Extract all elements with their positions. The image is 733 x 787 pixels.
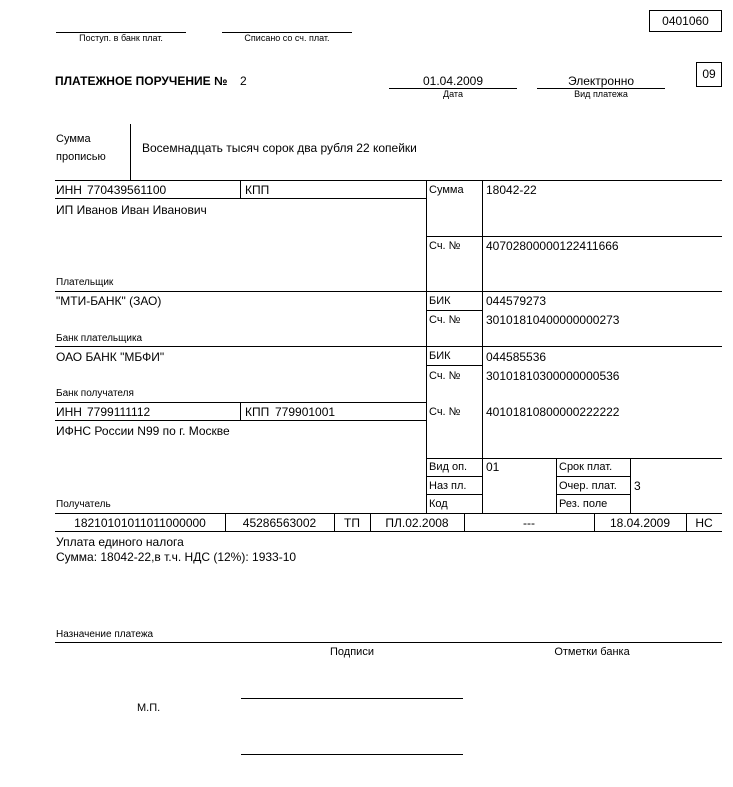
payer-account: 40702800000122411666 [486,239,619,253]
op-term-label: Срок плат. [559,461,613,473]
payee-bank-name: ОАО БАНК "МБФИ" [56,350,165,364]
payer-kpp-label: КПП [245,183,270,197]
payee-kpp-label: КПП [245,405,270,419]
payer-name: ИП Иванов Иван Иванович [56,203,207,217]
bank-marks-label: Отметки банка [554,646,630,658]
payer-bottom-line [55,291,722,292]
document-date: 01.04.2009 [422,74,484,88]
op-priority-label: Очер. плат. [559,480,617,492]
payer-bank-bottom-line [55,346,722,347]
purpose-bottom-line [55,642,722,643]
purpose-line-2: Сумма: 18042-22,в т.ч. НДС (12%): 1933-10 [56,550,297,564]
payer-account-label: Сч. № [429,240,461,252]
op-code-label: Код [429,498,448,510]
payer-bank-section-label: Банк плательщика [56,333,143,344]
op-purpose-label: Наз пл. [429,480,467,492]
payee-kpp: 779901001 [275,405,336,419]
payer-bank-bik: 044579273 [486,294,547,308]
payer-inn: 770439561100 [87,183,167,197]
payer-bank-account-label: Сч. № [429,314,461,326]
amount-words-label-2: прописью [56,151,106,163]
payer-bank-bik-line [426,310,482,311]
payer-sum-label: Сумма [429,184,464,196]
payer-section-label: Плательщик [56,277,114,288]
received-label: Поступ. в банк плат. [79,33,163,43]
signatures-label: Подписи [330,646,374,658]
payee-inn-kpp-divider [240,402,241,420]
payer-inn-line [55,198,426,199]
amount-words-label-1: Сумма [56,133,91,145]
signature-line-2 [241,754,463,755]
payee-account-label: Сч. № [429,406,461,418]
payee-inn: 7799111112 [87,405,151,419]
payee-inn-label: ИНН [56,405,82,419]
payee-bank-bik-line [426,365,482,366]
status-code: 09 [702,67,716,81]
form-code: 0401060 [662,14,709,28]
payee-section-label: Получатель [56,499,111,510]
op-line-3-left [426,494,482,495]
payment-type: Электронно [567,74,635,88]
payee-bank-bik-label: БИК [429,350,451,362]
document-number: 2 [240,74,247,88]
op-type: 01 [486,460,500,474]
tax-kbk: 18210101011011000000 [74,516,206,530]
table-top-line [55,180,722,181]
payer-bank-bik-label: БИК [429,295,451,307]
date-label: Дата [443,89,463,99]
payer-inn-label: ИНН [56,183,82,197]
amount-words-value: Восемнадцать тысяч сорок два рубля 22 копейки [142,141,417,155]
op-line-2-left [426,476,482,477]
document-title: ПЛАТЕЖНОЕ ПОРУЧЕНИЕ № [55,74,228,88]
purpose-line-1: Уплата единого налога [56,535,184,549]
tax-row-bottom-line [55,531,722,532]
payee-bank-account: 30101810300000000536 [486,369,620,383]
tax-period: ПЛ.02.2008 [385,516,449,530]
tax-okato: 45286563002 [242,516,317,530]
tax-basis: ТП [344,516,360,530]
tax-doc-number: --- [523,516,535,530]
tax-type: НС [695,516,713,530]
op-priority: 3 [634,479,641,493]
payee-inn-line [55,420,426,421]
op-reserve-label: Рез. поле [559,498,608,510]
op-top-line [426,458,722,459]
signature-line-1 [241,698,463,699]
payee-name: ИФНС России N99 по г. Москве [56,424,230,438]
op-type-label: Вид оп. [429,461,468,473]
payment-type-label: Вид платежа [574,89,628,99]
payer-bank-name: "МТИ-БАНК" (ЗАО) [56,294,162,308]
amount-words-divider [130,124,131,180]
op-divider-priority [630,458,631,513]
op-line-3-right [556,494,630,495]
tax-row-top-line [55,513,722,514]
debited-label: Списано со сч. плат. [244,33,330,43]
op-divider-term [556,458,557,513]
stamp-label: М.П. [137,702,161,714]
payer-sum: 18042-22 [486,183,537,197]
tax-doc-date: 18.04.2009 [609,516,671,530]
payee-bank-section-label: Банк получателя [56,388,134,399]
payee-bank-bik: 044585536 [486,350,547,364]
payer-inn-kpp-divider [240,180,241,198]
op-line-2-right [556,476,630,477]
sum-account-line [426,236,722,237]
payee-bank-account-label: Сч. № [429,370,461,382]
payer-bank-account: 30101810400000000273 [486,313,620,327]
payee-account: 40101810800000222222 [486,405,620,419]
purpose-label: Назначение платежа [56,629,154,640]
